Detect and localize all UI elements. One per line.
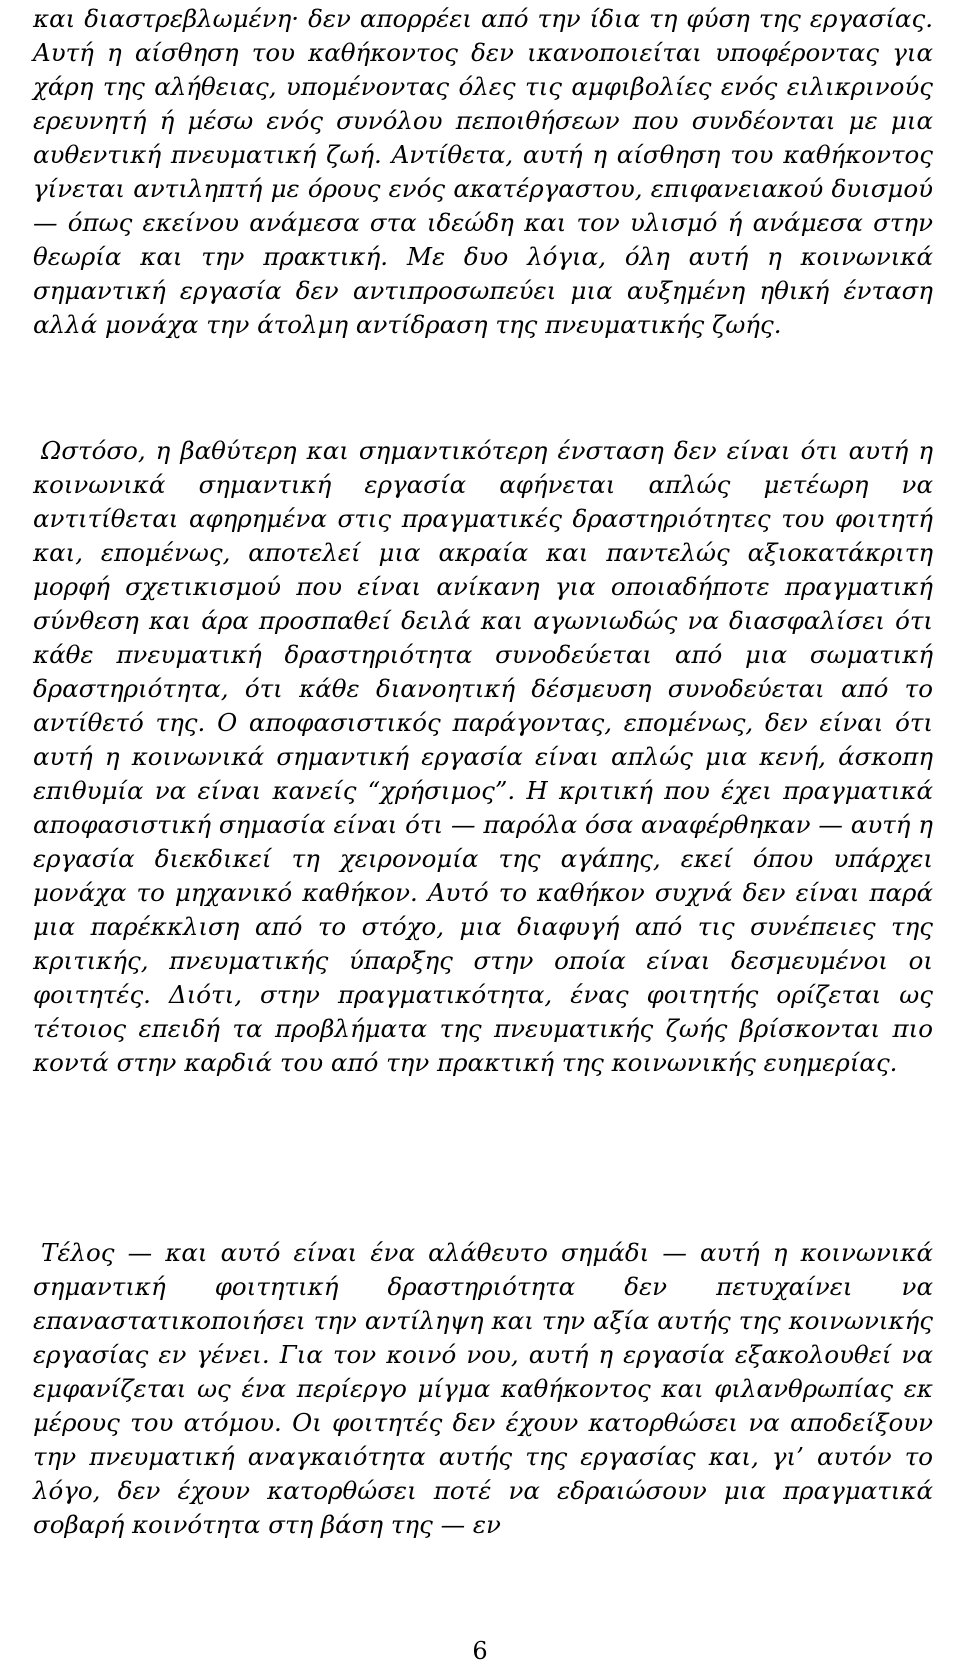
paragraph-1: και διαστρεβλωμένη· δεν απορρέει από την ίδια τη φύση της εργασίας. Αυτή η αίσθηση του καθήκοντος δεν ικανοποιείται υποφέροντας για χάρη της αλήθειας, υπομένοντας όλες τις αμφιβολίες ενός ειλικρινούς ερευνητή ή μέσω ενός συνόλου πεποιθήσεων που συνδέονται με μια αυθεντική πνευματική ζωή. Αντίθετα, αυτή η αίσθηση του καθήκοντος γίνεται αντιληπτή με όρους ενός ακατέργαστου, επιφανειακού δυισμού — όπως εκείνου ανάμεσα στα ιδεώδη και τον υλισμό ή ανάμεσα στην θεωρία και την πρακτική. Με δυο λόγια, όλη αυτή η κοινωνικά σημαντική εργασία δεν αντιπροσωπεύει μια αυξημένη ηθική ένταση αλλά μονάχα την άτολμη αντίδραση της πνευματικής ζωής.	[33, 4, 933, 339]
paragraph-2: Ωστόσο, η βαθύτερη και σημαντικότερη ένσταση δεν είναι ότι αυτή η κοινωνικά σημαντική εργασία αφήνεται απλώς μετέωρη να αντιτίθεται αφηρημένα στις πραγματικές δραστηριότητες του φοιτητή και, επομένως, αποτελεί μια ακραία και παντελώς αξιοκατάκριτη μορφή σχετικισμού που είναι ανίκανη για οποιαδήποτε πραγματική σύνθεση και άρα προσπαθεί δειλά και αγωνιωδώς να διασφαλίσει ότι κάθε πνευματική δραστηριότητα συνοδεύεται από μια σωματική δραστηριότητα, ότι κάθε διανοητική δέσμευση συνοδεύεται από το αντίθετό της. Ο αποφασιστικός παράγοντας, επομένως, δεν είναι ότι αυτή η κοινωνικά σημαντική εργασία είναι απλώς μια κενή, άσκοπη επιθυμία να είναι κανείς “χρήσιμος”. Η κριτική που έχει πραγματικά αποφασιστική σημασία είναι ότι — παρόλα όσα αναφέρθηκαν — αυτή η εργασία διεκδικεί τη χειρονομία της αγάπης, εκεί όπου υπάρχει μονάχα το μηχανικό καθήκον. Αυτό το καθήκον συχνά δεν είναι παρά μια παρέκκλιση από το στόχο, μια διαφυγή από τις συνέπειες της κριτικής, πνευματικής ύπαρξης στην οποία είναι δεσμευμένοι οι φοιτητές. Διότι, στην πραγματικότητα, ένας φοιτητής ορίζεται ως τέτοιος επειδή τα προβλήματα της πνευματικής ζωής βρίσκονται πιο κοντά στην καρδιά του από την πρακτική της κοινωνικής ευημερίας.	[33, 436, 933, 1077]
page-number: 6	[472, 1637, 488, 1665]
paragraph-3: Τέλος — και αυτό είναι ένα αλάθευτο σημάδι — αυτή η κοινωνικά σημαντική φοιτητική δραστηριότητα δεν πετυχαίνει να επαναστατικοποιήσει την αντίληψη και την αξία αυτής της κοινωνικής εργασίας εν γένει. Για τον κοινό νου, αυτή η εργασία εξακολουθεί να εμφανίζεται ως ένα περίεργο μίγμα καθήκοντος και φιλανθρωπίας εκ μέρους του ατόμου. Οι φοιτητές δεν έχουν κατορθώσει να αποδείξουν την πνευματική αναγκαιότητα αυτής της εργασίας και, γι’ αυτόν το λόγο, δεν έχουν κατορθώσει ποτέ να εδραιώσουν μια πραγματικά σοβαρή κοινότητα στη βάση της — εν	[33, 1238, 933, 1539]
